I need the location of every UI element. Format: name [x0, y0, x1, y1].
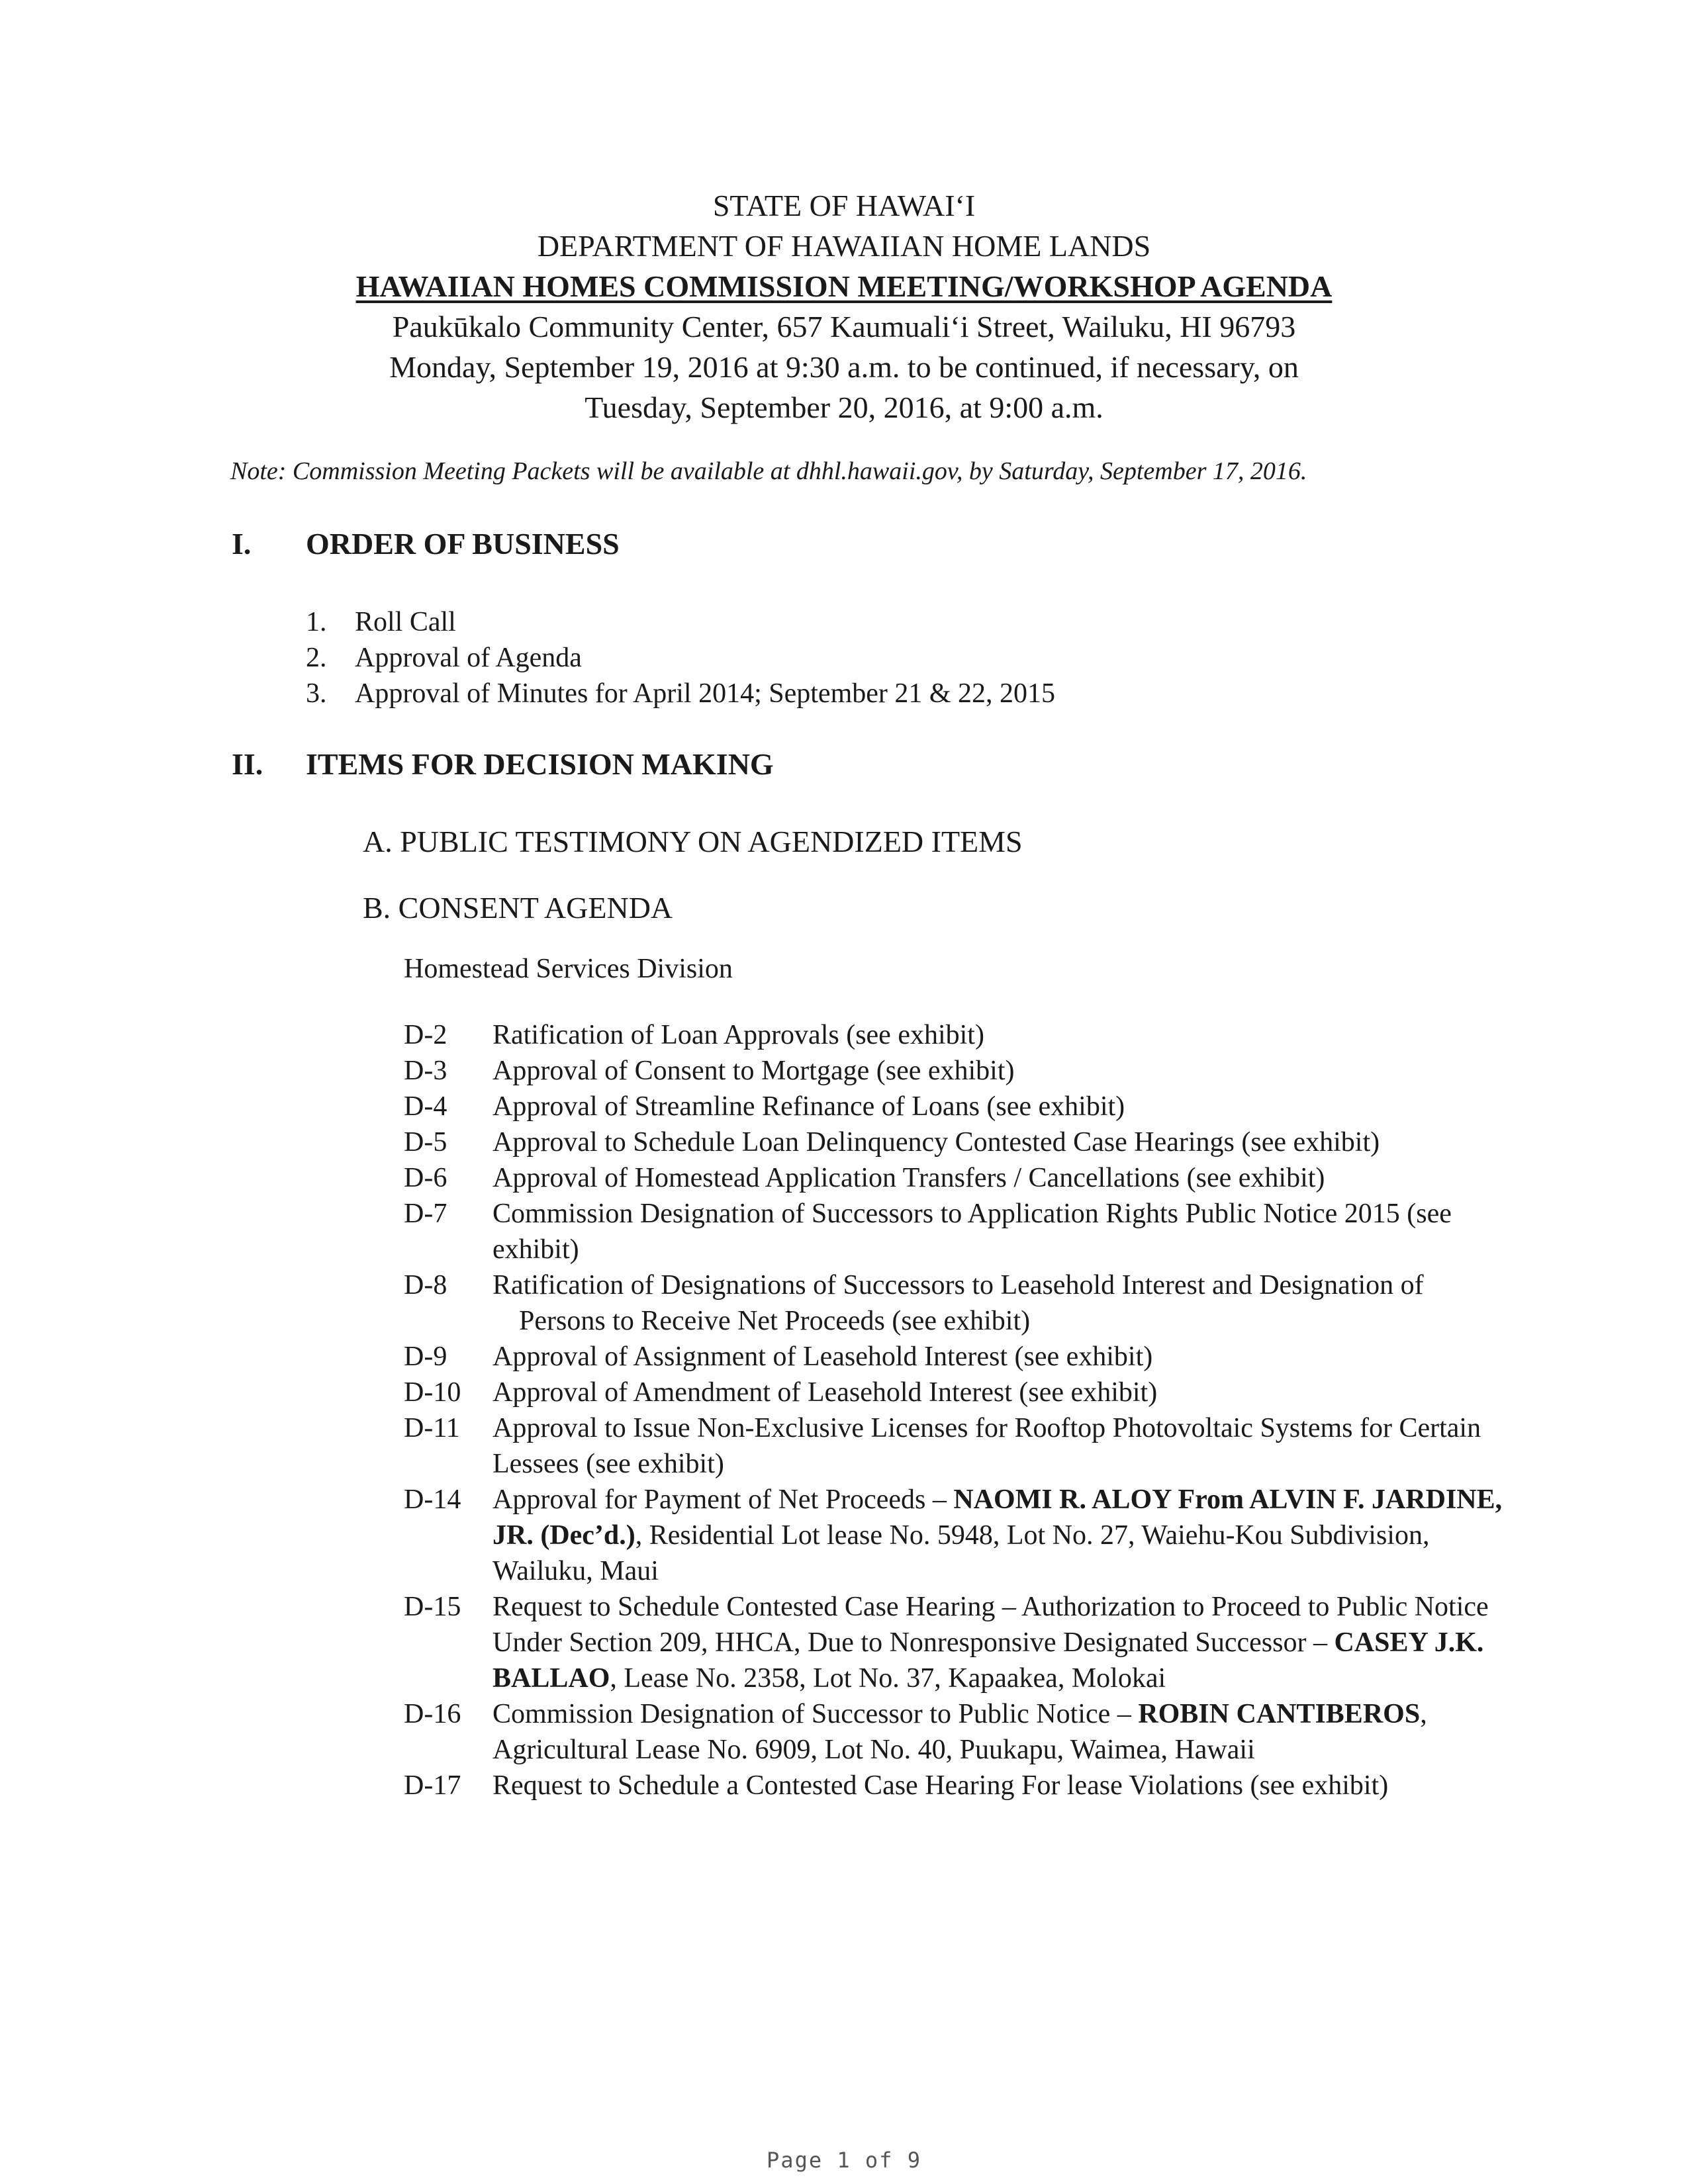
item-description: Approval for Payment of Net Proceeds – NAOMI R. ALOY From ALVIN F. JARDINE, JR. (Dec’d.), Residential Lot lease No. 5948, Lot No. 27, Waiehu-Kou Subdivision, Wailuku, Maui: [492, 1484, 1503, 1586]
agenda-item-d-17: [404, 1768, 1516, 1803]
item-description: Approval of Consent to Mortgage (see exhibit): [492, 1056, 1015, 1086]
division-heading: Homestead Services Division: [404, 954, 733, 984]
party-names: NAOMI R. ALOY From ALVIN F. JARDINE, JR. (Dec’d.): [492, 1484, 1503, 1551]
packet-note: Note: Commission Meeting Packets will be available at dhhl.hawaii.gov, by Saturday, September 17, 2016.: [230, 457, 1307, 485]
agenda-item-d-9: [404, 1339, 1516, 1375]
section-number: I.: [232, 527, 252, 561]
consent-agenda-items: [404, 1017, 1516, 1803]
item-code: D-15: [404, 1592, 461, 1622]
agenda-item-d-3: [404, 1053, 1516, 1089]
item-description: Approval of Amendment of Leasehold Interest (see exhibit): [492, 1377, 1158, 1408]
party-names: ROBIN CANTIBEROS: [1138, 1699, 1421, 1729]
meeting-date-line-1: Monday, September 19, 2016 at 9:30 a.m. to be continued, if necessary, on: [389, 350, 1299, 384]
item-code: D-8: [404, 1270, 447, 1300]
agenda-item-d-15: [404, 1589, 1516, 1696]
agenda-item-d-7: [404, 1196, 1516, 1267]
list-item: 1. Roll Call: [306, 607, 456, 637]
agenda-item-d-16: [404, 1696, 1516, 1768]
agenda-item-d-11: [404, 1410, 1516, 1482]
item-code: D-5: [404, 1127, 447, 1158]
item-code: D-11: [404, 1413, 460, 1443]
item-description: Ratification of Designations of Successors to Leasehold Interest and Designation of Persons to Receive Net Proceeds (see exhibit): [492, 1270, 1424, 1336]
item-code: D-3: [404, 1056, 447, 1086]
meeting-location: Paukūkalo Community Center, 657 Kaumualiʻi Street, Wailuku, HI 96793: [392, 310, 1296, 343]
page-number: Page 1 of 9: [767, 2148, 921, 2173]
subsection-consent-agenda: B. CONSENT AGENDA: [363, 891, 673, 925]
item-code: D-2: [404, 1020, 447, 1050]
item-code: D-17: [404, 1770, 461, 1801]
agenda-item-d-6: [404, 1160, 1516, 1196]
item-code: D-9: [404, 1342, 447, 1372]
item-code: D-16: [404, 1699, 461, 1729]
item-code: D-10: [404, 1377, 461, 1408]
state-name: STATE OF HAWAIʻI: [712, 189, 976, 222]
agenda-item-d-5: [404, 1124, 1516, 1160]
item-description: Request to Schedule a Contested Case Hearing For lease Violations (see exhibit): [492, 1770, 1389, 1801]
item-description: Commission Designation of Successors to Application Rights Public Notice 2015 (see exhibit): [492, 1199, 1452, 1265]
subsection-public-testimony: A. PUBLIC TESTIMONY ON AGENDIZED ITEMS: [363, 825, 1023, 858]
list-item: 3. Approval of Minutes for April 2014; September 21 & 22, 2015: [306, 678, 1056, 709]
document-header: [0, 185, 1688, 428]
item-description: Commission Designation of Successor to Public Notice – ROBIN CANTIBEROS, Agricultural Lease No. 6909, Lot No. 40, Puukapu, Waimea, Hawaii: [492, 1699, 1427, 1765]
agenda-item-d-14: [404, 1482, 1516, 1589]
agenda-item-d-8: [404, 1267, 1516, 1339]
item-description: Approval of Assignment of Leasehold Interest (see exhibit): [492, 1342, 1153, 1372]
item-code: D-4: [404, 1091, 447, 1122]
section-title: ORDER OF BUSINESS: [306, 527, 620, 561]
item-description: Approval to Issue Non-Exclusive Licenses for Rooftop Photovoltaic Systems for Certain Lessees (see exhibit): [492, 1413, 1481, 1479]
item-code: D-14: [404, 1484, 461, 1515]
item-code: D-6: [404, 1163, 447, 1193]
department-name: DEPARTMENT OF HAWAIIAN HOME LANDS: [537, 229, 1151, 263]
order-of-business-list: [306, 604, 1055, 711]
item-code: D-7: [404, 1199, 447, 1229]
section-number: II.: [232, 747, 263, 781]
item-description: Approval of Streamline Refinance of Loans (see exhibit): [492, 1091, 1125, 1122]
meeting-date-line-2: Tuesday, September 20, 2016, at 9:00 a.m.: [585, 390, 1103, 424]
agenda-item-d-2: [404, 1017, 1516, 1053]
item-description: Ratification of Loan Approvals (see exhibit): [492, 1020, 984, 1050]
agenda-item-d-4: [404, 1089, 1516, 1124]
section-title: ITEMS FOR DECISION MAKING: [306, 747, 774, 781]
agenda-title: HAWAIIAN HOMES COMMISSION MEETING/WORKSHOP AGENDA: [355, 269, 1333, 303]
agenda-item-d-10: [404, 1375, 1516, 1410]
item-description: Approval of Homestead Application Transfers / Cancellations (see exhibit): [492, 1163, 1325, 1193]
list-item: 2. Approval of Agenda: [306, 643, 582, 673]
item-description: Request to Schedule Contested Case Hearing – Authorization to Proceed to Public Notice Under Section 209, HHCA, Due to Nonresponsive Designated Successor – CASEY J.K. BALLAO, Lease No. 2358, Lot No. 37, Kapaakea, Molokai: [492, 1592, 1489, 1694]
item-description: Approval to Schedule Loan Delinquency Contested Case Hearings (see exhibit): [492, 1127, 1380, 1158]
party-names: CASEY J.K. BALLAO: [492, 1627, 1484, 1694]
